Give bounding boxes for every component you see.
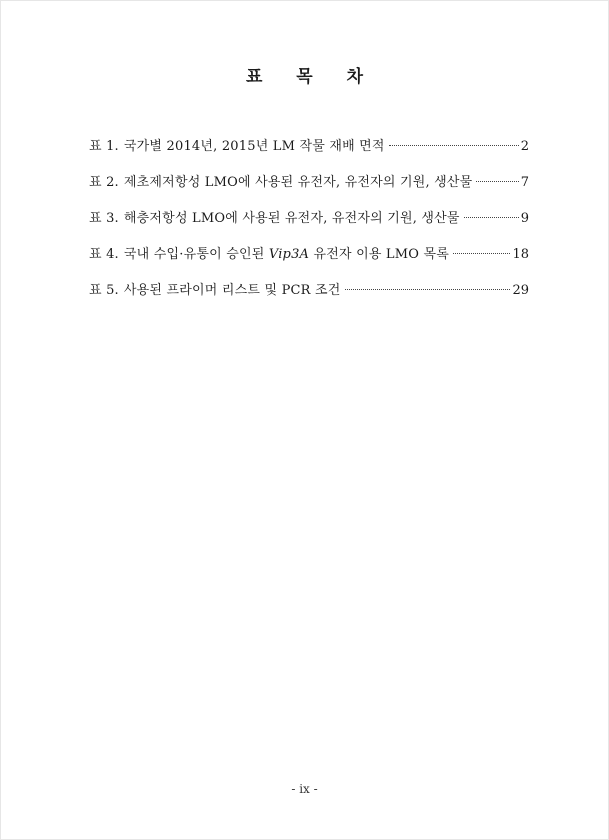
gene-name-italic: Vip3A: [268, 247, 310, 262]
toc-entry-label: [89, 279, 341, 298]
toc-entry-label: [89, 171, 472, 190]
toc-entry-label: [89, 243, 449, 262]
toc-entry-page: 29: [512, 283, 529, 298]
toc-entry-label: [89, 135, 385, 154]
toc-entry-title: 사용된 프라이머 리스트 및 PCR 조건: [123, 283, 341, 298]
dot-leader: [453, 253, 510, 254]
toc-entry-number: 표 1.: [89, 139, 119, 154]
toc-entry-5[interactable]: [89, 279, 529, 315]
dot-leader: [464, 217, 519, 218]
toc-entry-title-part: 유전자 이용 LMO 목록: [309, 247, 449, 262]
toc-entry-page: 18: [512, 247, 529, 262]
toc-entry-label: [89, 207, 460, 226]
toc-entry-title-part: 국내 수입·유통이 승인된: [123, 247, 269, 262]
toc-entry-page: 7: [520, 175, 529, 190]
toc-entry-title: 국가별 2014년, 2015년 LM 작물 재배 면적: [123, 139, 385, 154]
toc-entry-number: 표 3.: [89, 211, 119, 226]
toc-entry-title: 해충저항성 LMO에 사용된 유전자, 유전자의 기원, 생산물: [123, 211, 460, 226]
toc-entry-title: [124, 247, 449, 262]
toc-entry-1[interactable]: [89, 135, 529, 171]
page-title: 표 목 차: [245, 67, 378, 87]
toc-entry-3[interactable]: [89, 207, 529, 243]
dot-leader: [345, 289, 511, 290]
toc-entry-page: 2: [520, 139, 529, 154]
toc-entry-number: 표 2.: [89, 175, 119, 190]
page-number-footer: - ix -: [291, 782, 318, 796]
toc-entry-number: 표 5.: [89, 283, 119, 298]
toc-entry-page: 9: [520, 211, 529, 226]
table-of-contents: [89, 135, 529, 315]
dot-leader: [476, 181, 518, 182]
toc-entry-number: 표 4.: [89, 247, 119, 262]
dot-leader: [389, 145, 519, 146]
toc-entry-2[interactable]: [89, 171, 529, 207]
toc-entry-title: 제초제저항성 LMO에 사용된 유전자, 유전자의 기원, 생산물: [123, 175, 473, 190]
toc-entry-4[interactable]: [89, 243, 529, 279]
